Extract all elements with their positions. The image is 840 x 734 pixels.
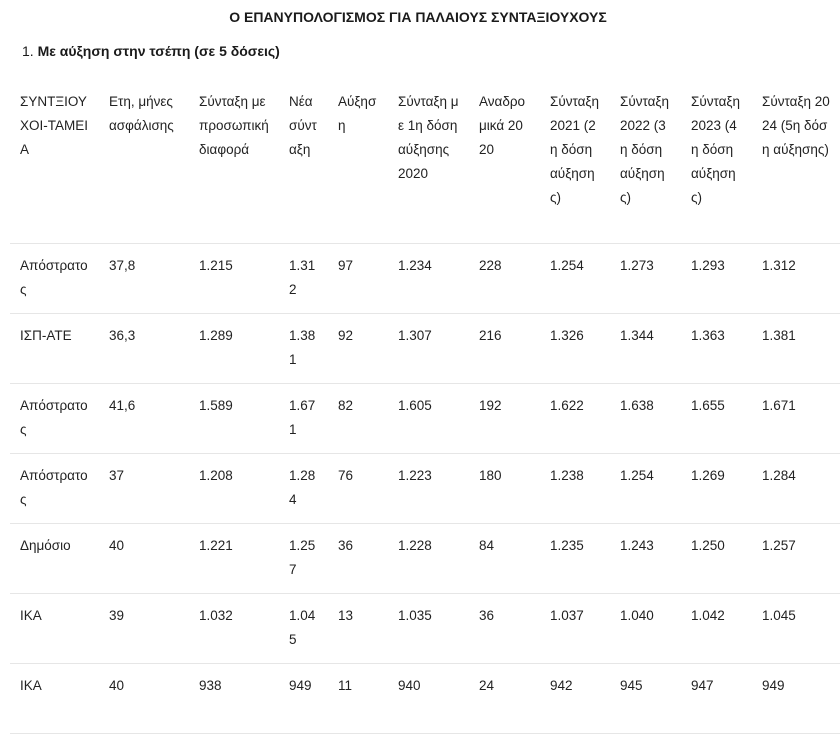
table-cell: 1.307: [388, 314, 469, 384]
table-cell: 1.284: [279, 454, 328, 524]
table-cell: 945: [610, 664, 681, 734]
table-cell: 1.254: [610, 454, 681, 524]
table-cell: 1.042: [681, 594, 752, 664]
table-row: [10, 664, 840, 734]
header-cell: ΣΥΝΤΞΙΟΥ ΧΟΙ-ΤΑΜΕΙΑ: [10, 82, 99, 244]
section-heading-text: Με αύξηση στην τσέπη (σε 5 δόσεις): [37, 43, 280, 59]
table-cell: 949: [279, 664, 328, 734]
table-cell: 39: [99, 594, 189, 664]
table-cell: 1.293: [681, 244, 752, 314]
table-cell: Απόστρατος: [10, 454, 99, 524]
table-cell: 1.381: [752, 314, 840, 384]
table-row: [10, 244, 840, 314]
table-cell: 92: [328, 314, 388, 384]
table-cell: 938: [189, 664, 279, 734]
table-cell: 1.235: [540, 524, 610, 594]
table-cell: 1.221: [189, 524, 279, 594]
table-cell: 11: [328, 664, 388, 734]
table-cell: 1.312: [279, 244, 328, 314]
table-cell: 1.257: [279, 524, 328, 594]
header-cell: Νέα σύνταξη: [279, 82, 328, 244]
header-cell: Σύνταξη 2021 (2η δόση αύξησης): [540, 82, 610, 244]
header-cell: Σύνταξη 2024 (5η δόση αύξησης): [752, 82, 840, 244]
table-cell: 37,8: [99, 244, 189, 314]
table-cell: 1.312: [752, 244, 840, 314]
table-cell: 1.344: [610, 314, 681, 384]
table-cell: 36,3: [99, 314, 189, 384]
table-cell: 1.622: [540, 384, 610, 454]
header-cell: Σύνταξη με 1η δόση αύξησης 2020: [388, 82, 469, 244]
table-cell: 1.284: [752, 454, 840, 524]
table-cell: 40: [99, 524, 189, 594]
table-row: [10, 524, 840, 594]
table-row: [10, 314, 840, 384]
header-cell: Ετη, μήνες ασφάλισης: [99, 82, 189, 244]
table-cell: 13: [328, 594, 388, 664]
header-cell: Σύνταξη 2023 (4η δόση αύξησης): [681, 82, 752, 244]
table-cell: 228: [469, 244, 540, 314]
table-cell: 36: [328, 524, 388, 594]
header-cell: Σύνταξη με προσωπική διαφορά: [189, 82, 279, 244]
table-cell: 1.254: [540, 244, 610, 314]
table-cell: 76: [328, 454, 388, 524]
table-cell: 24: [469, 664, 540, 734]
header-cell: Σύνταξη 2022 (3η δόση αύξησης): [610, 82, 681, 244]
table-cell: 1.238: [540, 454, 610, 524]
table-cell: 1.671: [279, 384, 328, 454]
table-cell: 1.045: [279, 594, 328, 664]
table-cell: 1.638: [610, 384, 681, 454]
table-cell: 1.326: [540, 314, 610, 384]
table-header-row: [10, 82, 840, 244]
pension-table: [10, 82, 840, 734]
table-row: [10, 384, 840, 454]
table-cell: 1.589: [189, 384, 279, 454]
table-cell: 1.363: [681, 314, 752, 384]
table-cell: 1.215: [189, 244, 279, 314]
table-cell: 1.243: [610, 524, 681, 594]
table-cell: 942: [540, 664, 610, 734]
table-row: [10, 594, 840, 664]
table-cell: ΙΚΑ: [10, 664, 99, 734]
header-cell: Αύξηση: [328, 82, 388, 244]
table-cell: 1.257: [752, 524, 840, 594]
table-cell: 1.045: [752, 594, 840, 664]
table-cell: 1.228: [388, 524, 469, 594]
table-cell: 192: [469, 384, 540, 454]
table-cell: 1.289: [189, 314, 279, 384]
table-cell: 41,6: [99, 384, 189, 454]
table-cell: 37: [99, 454, 189, 524]
table-cell: 36: [469, 594, 540, 664]
table-cell: 1.655: [681, 384, 752, 454]
table-cell: 1.040: [610, 594, 681, 664]
table-cell: 1.037: [540, 594, 610, 664]
table-cell: 940: [388, 664, 469, 734]
table-cell: 1.032: [189, 594, 279, 664]
table-row: [10, 454, 840, 524]
table-cell: 180: [469, 454, 540, 524]
header-cell: Αναδρομικά 2020: [469, 82, 540, 244]
table-cell: 1.250: [681, 524, 752, 594]
table-cell: 1.671: [752, 384, 840, 454]
table-cell: 82: [328, 384, 388, 454]
table-cell: 97: [328, 244, 388, 314]
table-cell: Δημόσιο: [10, 524, 99, 594]
section-heading: [22, 42, 280, 60]
table-cell: 1.605: [388, 384, 469, 454]
table-cell: 949: [752, 664, 840, 734]
table-cell: 216: [469, 314, 540, 384]
table-cell: 1.234: [388, 244, 469, 314]
table-cell: 84: [469, 524, 540, 594]
table-cell: 1.035: [388, 594, 469, 664]
page-title: Ο ΕΠΑΝΥΠΟΛΟΓΙΣΜΟΣ ΓΙΑ ΠΑΛΑΙΟΥΣ ΣΥΝΤΑΞΙΟΥΧΟΥΣ: [229, 9, 607, 25]
table-cell: 1.381: [279, 314, 328, 384]
table-cell: ΙΣΠ-ΑΤΕ: [10, 314, 99, 384]
table-cell: 40: [99, 664, 189, 734]
table-cell: 1.223: [388, 454, 469, 524]
section-number: 1.: [22, 43, 34, 59]
pension-table-container: [10, 82, 830, 707]
table-cell: Απόστρατος: [10, 384, 99, 454]
table-cell: 1.269: [681, 454, 752, 524]
table-cell: 1.208: [189, 454, 279, 524]
table-cell: Απόστρατος: [10, 244, 99, 314]
table-cell: 1.273: [610, 244, 681, 314]
table-cell: ΙΚΑ: [10, 594, 99, 664]
table-cell: 947: [681, 664, 752, 734]
